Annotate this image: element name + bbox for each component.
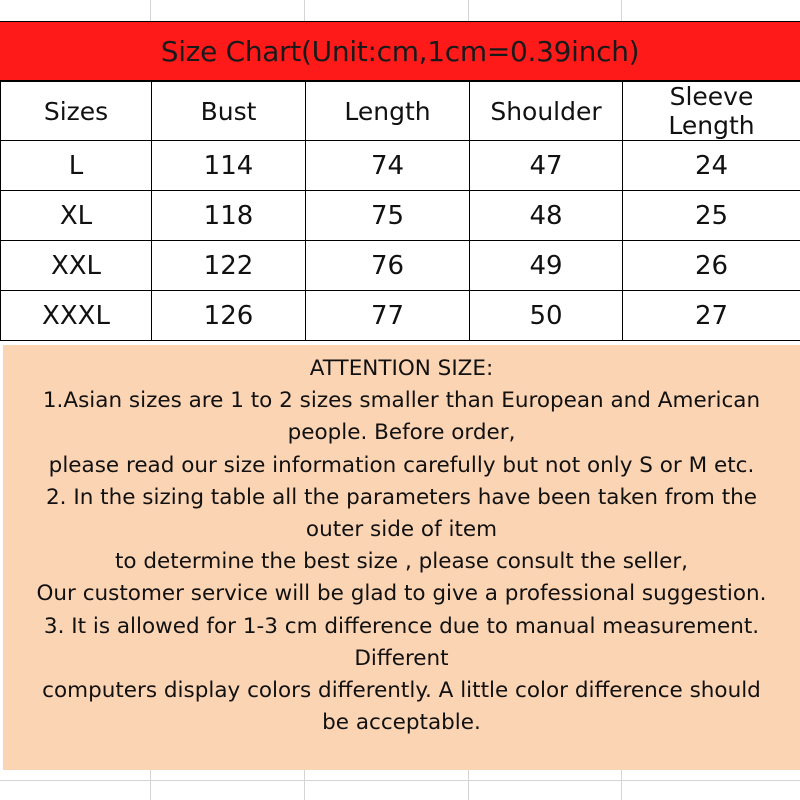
notice-line: Different <box>354 645 449 671</box>
cell-shoulder: 48 <box>470 191 623 241</box>
cell-length: 77 <box>306 291 470 341</box>
notice-line: 2. In the sizing table all the parameters have been taken from the <box>46 484 757 510</box>
attention-notice <box>3 345 800 770</box>
cell-sleeve-length: 26 <box>623 241 800 291</box>
table-row <box>1 141 800 191</box>
size-table <box>0 81 800 341</box>
notice-line: outer side of item <box>305 517 498 543</box>
size-chart-title: Size Chart(Unit:cm,1cm=0.39inch) <box>0 21 800 81</box>
notice-line: computers display colors differently. A little color difference should <box>42 678 761 704</box>
notice-line: 1.Asian sizes are 1 to 2 sizes smaller than European and American <box>42 388 761 414</box>
notice-line: to determine the best size , please consult the seller, <box>114 549 688 575</box>
cell-length: 74 <box>306 141 470 191</box>
cell-size: XXXL <box>1 291 152 341</box>
sheet-gridline <box>150 0 151 21</box>
cell-length: 76 <box>306 241 470 291</box>
cell-bust: 126 <box>152 291 306 341</box>
notice-line: be acceptable. <box>322 710 481 736</box>
cell-sleeve-length: 24 <box>623 141 800 191</box>
cell-shoulder: 50 <box>470 291 623 341</box>
notice-line: Our customer service will be glad to give a professional suggestion. <box>36 581 767 607</box>
cell-bust: 122 <box>152 241 306 291</box>
header-length: Length <box>306 82 470 141</box>
sheet-gridline <box>621 0 622 21</box>
cell-length: 75 <box>306 191 470 241</box>
notice-line: people. Before order, <box>287 420 516 446</box>
cell-sleeve-length: 25 <box>623 191 800 241</box>
sheet-gridline <box>304 0 305 21</box>
table-row <box>1 291 800 341</box>
sheet-gridline <box>468 770 469 800</box>
sheet-gridline <box>468 0 469 21</box>
table-header-row <box>1 82 800 141</box>
cell-bust: 118 <box>152 191 306 241</box>
cell-sleeve-length: 27 <box>623 291 800 341</box>
cell-shoulder: 49 <box>470 241 623 291</box>
header-sleeve-length: Sleeve Length <box>623 82 800 141</box>
notice-line: please read our size information carefully but not only S or M etc. <box>48 452 755 478</box>
notice-line: 3. It is allowed for 1-3 cm difference due to manual measurement. <box>43 613 760 639</box>
sheet-gridline <box>621 770 622 800</box>
sheet-gridline <box>304 770 305 800</box>
header-shoulder: Shoulder <box>470 82 623 141</box>
notice-heading: ATTENTION SIZE: <box>309 356 494 381</box>
header-bust: Bust <box>152 82 306 141</box>
cell-bust: 114 <box>152 141 306 191</box>
sheet-gridline <box>0 780 800 781</box>
cell-size: XL <box>1 191 152 241</box>
cell-size: L <box>1 141 152 191</box>
sheet-gridline <box>150 770 151 800</box>
cell-shoulder: 47 <box>470 141 623 191</box>
header-sizes: Sizes <box>1 82 152 141</box>
table-row <box>1 241 800 291</box>
table-row <box>1 191 800 241</box>
cell-size: XXL <box>1 241 152 291</box>
